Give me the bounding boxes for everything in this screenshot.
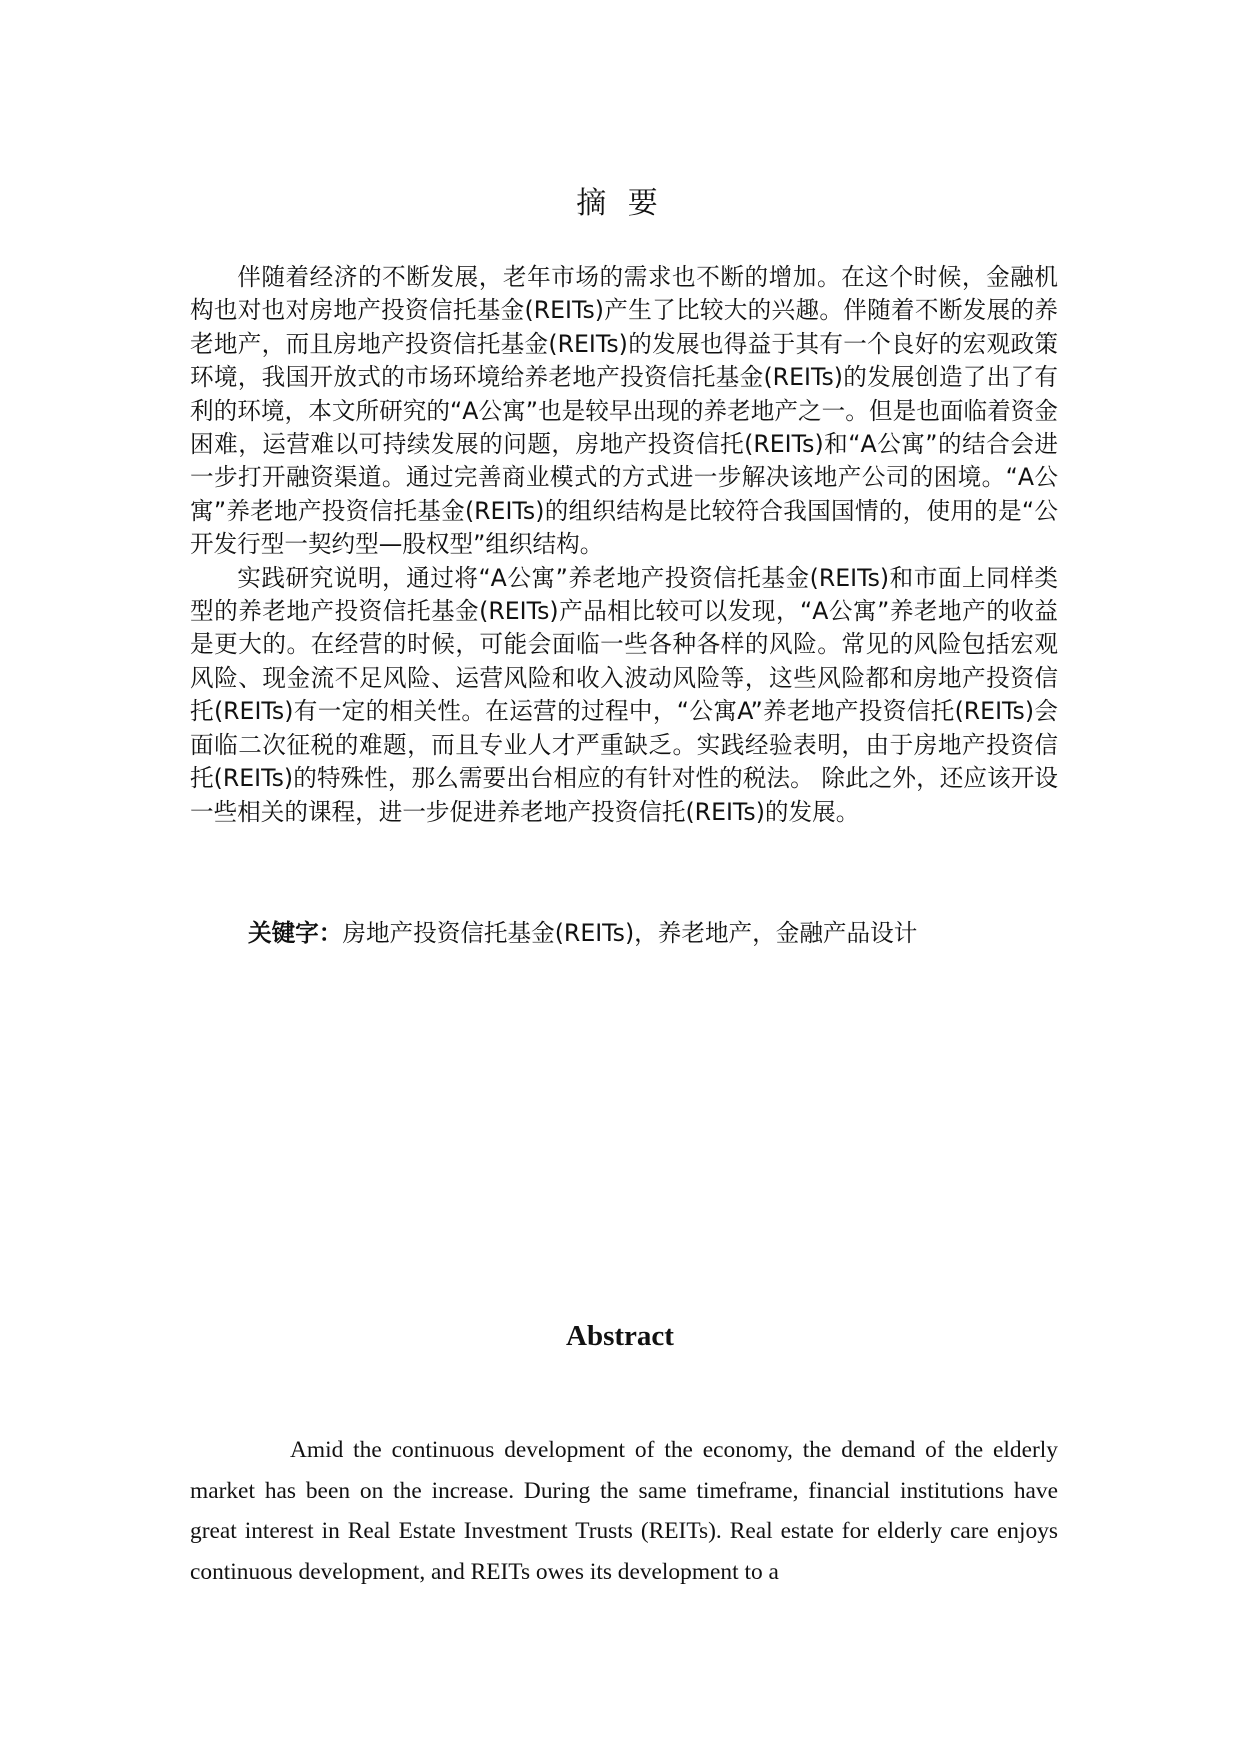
chinese-abstract-title: 摘 要	[576, 186, 664, 221]
english-abstract-paragraph: Amid the continuous development of the economy, the demand of the elderly market has been on the increase. During the same timeframe, financial institutions have great interest in Real Estate Investment Trusts (REITs). Real estate for elderly care enjoys continuous development, and REITs owes its development to a	[190, 1437, 1058, 1585]
chinese-abstract-paragraph-2: 实践研究说明，通过将“A公寓”养老地产投资信托基金(REITs)和市面上同样类型的养老地产投资信托基金(REITs)产品相比较可以发现，“A公寓”养老地产的收益是更大的。在经营的时候，可能会面临一些各种各样的风险。常见的风险包括宏观风险、现金流不足风险、运营风险和收入波动风险等，这些风险都和房地产投资信托(REITs)有一定的相关性。在运营的过程中，“公寓A”养老地产投资信托(REITs)会面临二次征税的难题，而且专业人才严重缺乏。实践经验表明，由于房地产投资信托(REITs)的特殊性，那么需要出台相应的有针对性的税法。 除此之外，还应该开设一些相关的课程，进一步促进养老地产投资信托(REITs)的发展。	[190, 563, 1058, 826]
chinese-abstract-paragraph-1: 伴随着经济的不断发展，老年市场的需求也不断的增加。在这个时候，金融机构也对也对房地产投资信托基金(REITs)产生了比较大的兴趣。伴随着不断发展的养老地产，而且房地产投资信托基金(REITs)的发展也得益于其有一个良好的宏观政策环境，我国开放式的市场环境给养老地产投资信托基金(REITs)的发展创造了出了有利的环境，本文所研究的“A公寓”也是较早出现的养老地产之一。但是也面临着资金困难，运营难以可持续发展的问题，房地产投资信托(REITs)和“A公寓”的结合会进一步打开融资渠道。通过完善商业模式的方式进一步解决该地产公司的困境。“A公寓”养老地产投资信托基金(REITs)的组织结构是比较符合我国国情的，使用的是“公开发行型一契约型—股权型”组织结构。	[190, 263, 1058, 559]
keywords-label: 关键字：	[248, 919, 343, 947]
english-abstract-title: Abstract	[566, 1320, 674, 1352]
chinese-keywords	[248, 917, 1058, 950]
keywords-text: 房地产投资信托基金(REITs)，养老地产，金融产品设计	[342, 919, 918, 947]
chinese-abstract-body	[190, 261, 1058, 829]
